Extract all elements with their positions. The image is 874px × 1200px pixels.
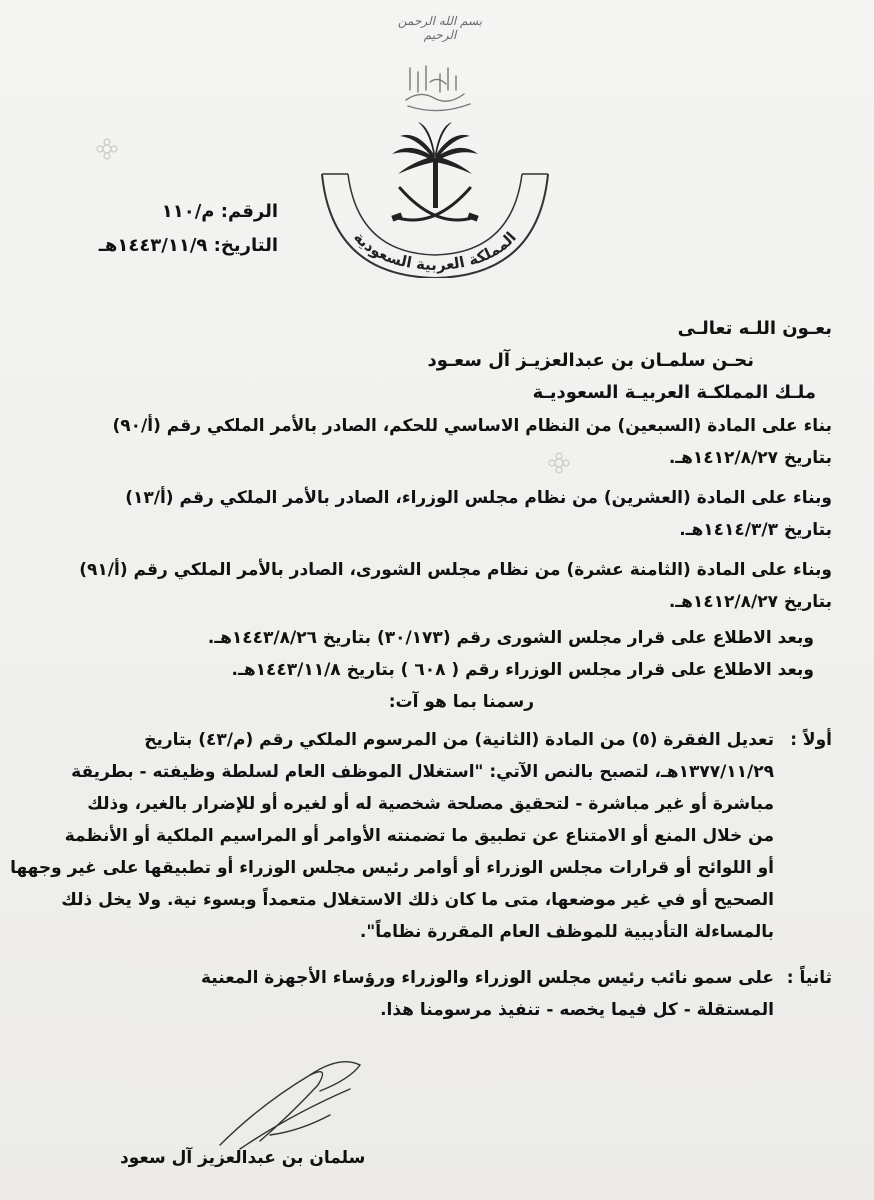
preamble-line: بناء على المادة (السبعين) من النظام الاساسي للحكم، الصادر بالأمر الملكي رقم (أ/٩٠) (112, 416, 832, 436)
opening-invocation: بعـون اللـه تعالـى (677, 318, 832, 339)
emblem-inscription: المملكة العربية السعودية (350, 228, 520, 275)
preamble-line: بتاريخ ١٤١٢/٨/٢٧هـ. (668, 592, 832, 612)
preamble-line: بتاريخ ١٤١٢/٨/٢٧هـ. (668, 448, 832, 468)
item-label-second: ثانياً : (786, 968, 832, 988)
item-line: ١٣٧٧/١١/٢٩هـ، لتصبح بالنص الآتي: "استغلال الموظف العام لسلطة وظيفته - بطريقة (71, 762, 774, 782)
item-line: من خلال المنع أو الامتناع عن تطبيق ما تضمنته الأوامر أو المراسيم الملكية أو الأنظمة (64, 826, 774, 846)
reference-date: التاريخ: ١٤٤٣/١١/٩هـ (98, 235, 278, 256)
item-line: المستقلة - كل فيما يخصه - تنفيذ مرسومنا هذا. (380, 1000, 774, 1020)
item-line: الصحيح أو في غير موضعها، متى ما كان ذلك الاستغلال متعمداً وبسوء نية. ولا يخل ذلك (61, 890, 774, 910)
item-line: على سمو نائب رئيس مجلس الوزراء والوزراء ورؤساء الأجهزة المعنية (201, 968, 774, 988)
opening-king-title: ملـك المملكـة العربيـة السعوديـة (532, 382, 816, 403)
item-line: بالمساءلة التأديبية للموظف العام المقررة نظاماً". (359, 922, 774, 942)
preamble-line: وبناء على المادة (العشرين) من نظام مجلس الوزراء، الصادر بالأمر الملكي رقم (أ/١٣) (125, 488, 832, 508)
preamble-line: رسمنا بما هو آت: (388, 692, 534, 712)
item-line: تعديل الفقرة (٥) من المادة (الثانية) من المرسوم الملكي رقم (م/٤٣) بتاريخ (144, 730, 774, 750)
preamble-line: وبناء على المادة (الثامنة عشرة) من نظام مجلس الشورى، الصادر بالأمر الملكي رقم (أ/٩١) (79, 560, 832, 580)
preamble-line: وبعد الاطلاع على قرار مجلس الشورى رقم (٣٠/١٧٣) بتاريخ ١٤٤٣/٨/٢٦هـ. (207, 628, 814, 648)
reference-number: الرقم: م/١١٠ (161, 201, 278, 222)
item-label-first: أولاً : (790, 730, 832, 750)
preamble-line: بتاريخ ١٤١٤/٣/٣هـ. (679, 520, 832, 540)
preamble-line: وبعد الاطلاع على قرار مجلس الوزراء رقم ( ٦٠٨ ) بتاريخ ١٤٤٣/١١/٨هـ. (231, 660, 814, 680)
handwritten-signature (200, 1045, 380, 1165)
signer-name: سلمان بن عبدالعزيز آل سعود (120, 1148, 366, 1168)
watermark-rosette-icon (96, 138, 118, 160)
shahada-calligraphy (400, 60, 476, 114)
item-line: مباشرة أو غير مباشرة - لتحقيق مصلحة شخصية له أو لغيره أو للإضرار بالغير، وذلك (87, 794, 774, 814)
basmala: بسم الله الرحمن الرحيم (397, 14, 483, 42)
saudi-emblem (300, 118, 570, 278)
opening-king-name: نحـن سلمـان بن عبدالعزيـز آل سعـود (427, 350, 754, 371)
reference-block (58, 195, 278, 263)
item-line: أو اللوائح أو قرارات مجلس الوزراء أو أوامر رئيس مجلس الوزراء أو تطبيقها على غير وجهها (10, 858, 774, 878)
watermark-rosette-icon (548, 452, 570, 474)
